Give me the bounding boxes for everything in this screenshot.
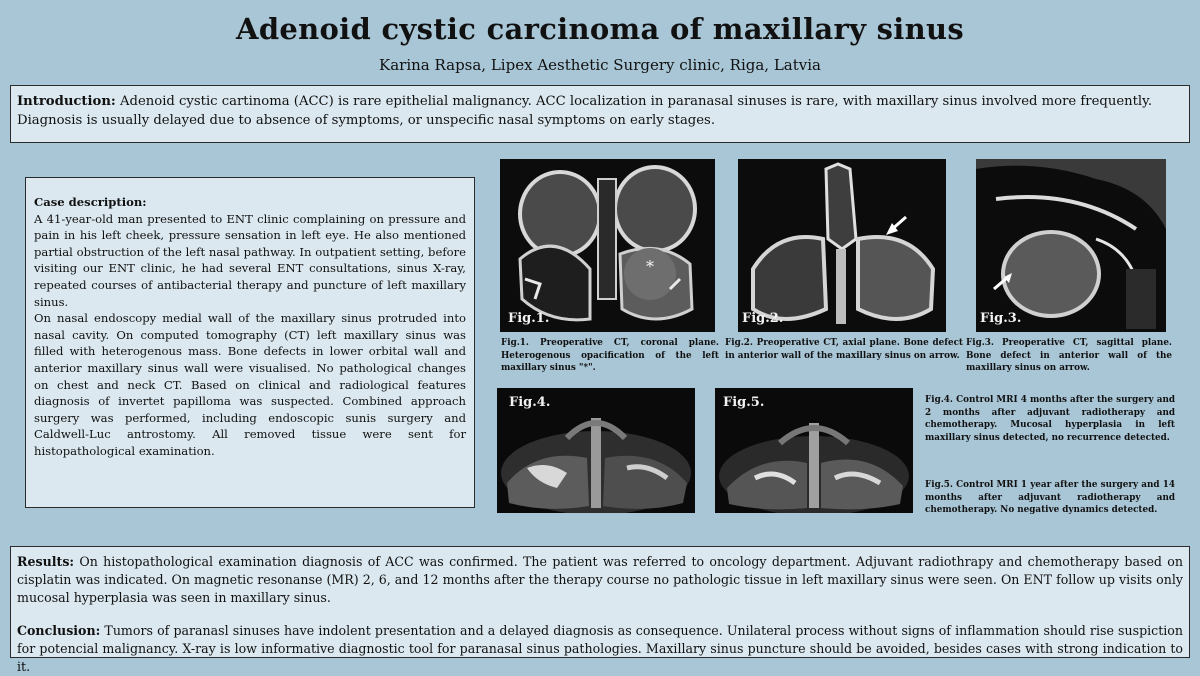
figure-2-label: Fig.2.	[742, 311, 784, 326]
figure-4-caption: Fig.4. Control MRI 4 months after the surgery and 2 months after adjuvant radiotherapy and chemotherapy. Mucosal hyperplasia in left maxillary sinus detected, no recurrence detected.	[925, 395, 1175, 443]
author-line: Karina Rapsa, Lipex Aesthetic Surgery clinic, Riga, Latvia	[379, 56, 821, 74]
figure-3-caption: Fig.3. Preoperative CT, sagittal plane. Bone defect in anterior wall of the maxillary sinus on arrow.	[966, 338, 1172, 374]
figure-3-image	[976, 159, 1166, 332]
results-text: On histopathological examination diagnosis of ACC was confirmed. The patient was referred to oncology department. Adjuvant radiothrapy and chemotherapy based on cisplatin was indicated. On magnetic resonanse (MR) 2, 6, and 12 months after the therapy course no pathologic tissue in left maxillary sinus were seen. On ENT follow up visits only mucosal hyperplasia was seen in maxillary sinus.	[17, 554, 1183, 606]
poster-title: Adenoid cystic carcinoma of maxillary sinus	[236, 12, 964, 46]
conclusion-text: Tumors of paranasl sinuses have indolent presentation and a delayed diagnosis as consequence. Unilateral process without signs of inflammation should rise suspiction for potencial malignancy. X-ray is low informative diagnostic tool for paranasal sinus pathologies. Maxillary sinus puncture should be avoided, besides cases with strong indication to it.	[17, 622, 1183, 675]
figure-5-caption: Fig.5. Control MRI 1 year after the surgery and 14 months after adjuvant radiotherapy and chemotherapy. No negative dynamics detected.	[925, 480, 1175, 516]
figure-1-caption: Fig.1. Preoperative CT, coronal plane. Heterogenous opacification of the left maxillary sinus "*".	[501, 338, 719, 374]
results-conclusion-section	[10, 546, 1190, 675]
figure-4-image	[497, 388, 695, 513]
figure-2-caption: Fig.2. Preoperative CT, axial plane. Bone defect in anterior wall of the maxillary sinus on arrow.	[725, 338, 963, 361]
case-description-section	[25, 177, 475, 508]
results-heading: Results:	[17, 554, 75, 569]
introduction-heading: Introduction:	[17, 94, 116, 109]
conclusion-heading: Conclusion:	[17, 622, 101, 638]
figure-2-image	[738, 159, 946, 332]
figure-1-label: Fig.1.	[508, 311, 550, 326]
figure-5-image	[715, 388, 913, 513]
results-paragraph	[17, 553, 1183, 608]
introduction-text: Adenoid cystic cartinoma (ACC) is rare epithelial malignancy. ACC localization in paranasal sinuses is rare, with maxillary sinus involved more frequently. Diagnosis is usually delayed due to absence of symptoms, or unspecific nasal symptoms on early stages.	[17, 94, 1153, 128]
conclusion-paragraph	[17, 622, 1183, 676]
case-description-paragraph-1: A 41-year-old man presented to ENT clinic complaining on pressure and pain in his left cheek, pressure sensation in left eye. He also mentioned partial obstruction of the left nasal pathway. In outpatient setting, before visiting our ENT clinic, he had several ENT consultations, sinus X-ray, repeated courses of antibacterial therapy and puncture of left maxillary sinus.	[34, 211, 466, 309]
figure-5-label: Fig.5.	[723, 395, 765, 410]
introduction-section	[10, 85, 1190, 143]
figure-4-label: Fig.4.	[509, 395, 551, 410]
figure-1-marker: *	[646, 257, 654, 276]
case-description-paragraph-2: On nasal endoscopy medial wall of the maxillary sinus protruded into nasal cavity. On computed tomography (CT) left maxillary sinus was filled with heterogenous mass. Bone defects in lower orbital wall and anterior maxillary sinus wall were visualised. No pathological changes on chest and neck CT. Based on clinical and radiological features diagnosis of invertet papilloma was suspected. Combined approach surgery was performed, including endoscopic sunis surgery and Caldwell-Luc antrostomy. All removed tissue were sent for histopathological examination.	[34, 311, 466, 458]
figure-1-image	[500, 159, 715, 332]
case-description-heading: Case description:	[34, 195, 147, 209]
figure-3-label: Fig.3.	[980, 311, 1022, 326]
